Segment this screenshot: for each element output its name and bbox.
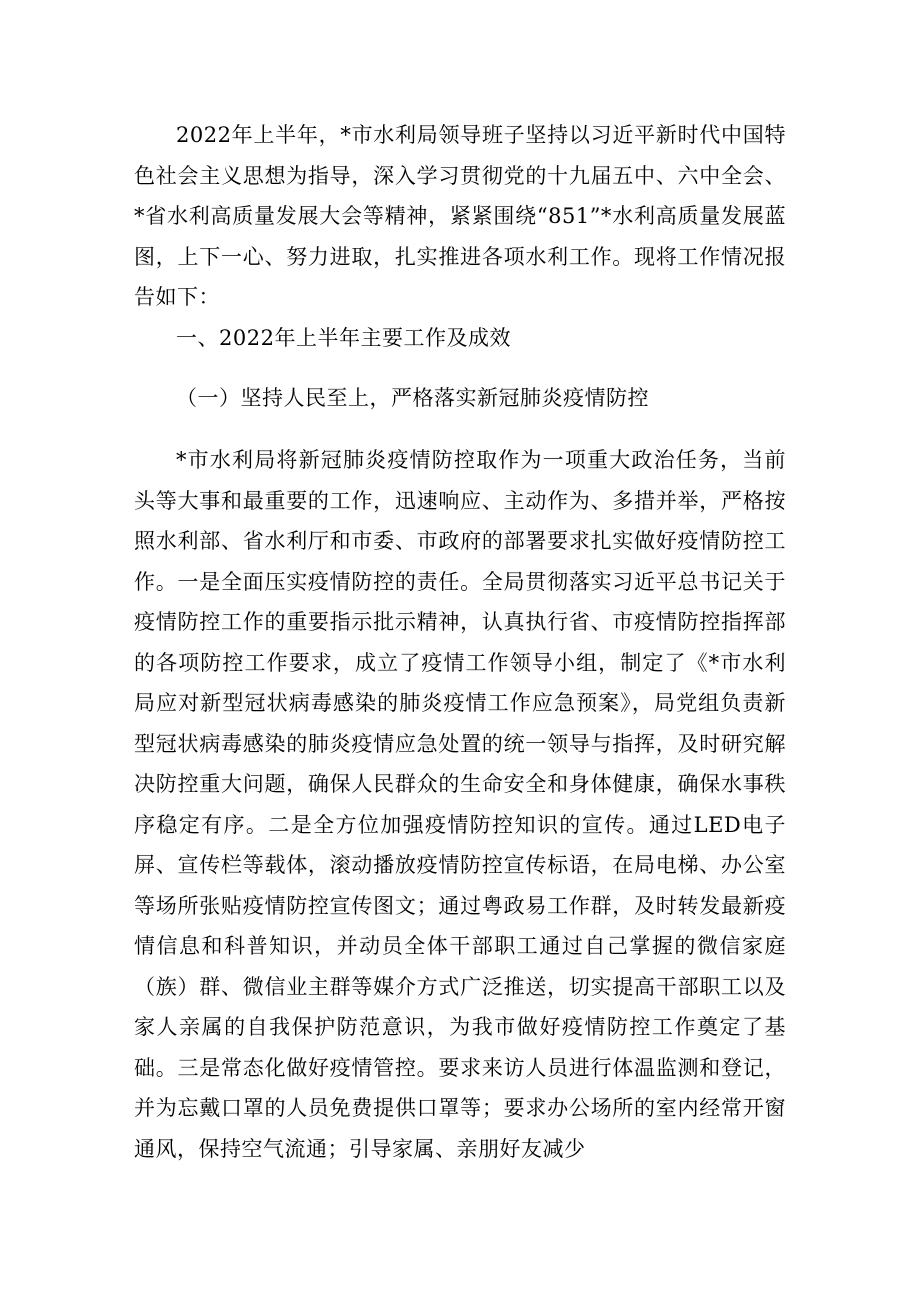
- body-paragraph: *市水利局将新冠肺炎疫情防控取作为一项重大政治任务，当前头等大事和最重要的工作，迅速响应、主动作为、多措并举，严格按照水利部、省水利厅和市委、市政府的部署要求扎实做好疫情防控工作。一是全面压实疫情防控的责任。全局贯彻落实习近平总书记关于疫情防控工作的重要指示批示精神，认真执行省、市疫情防控指挥部的各项防控工作要求，成立了疫情工作领导小组，制定了《*市水利局应对新型冠状病毒感染的肺炎疫情工作应急预案》，局党组负责新型冠状病毒感染的肺炎疫情应急处置的统一领导与指挥，及时研究解决防控重大问题，确保人民群众的生命安全和身体健康，确保水事秩序稳定有序。二是全方位加强疫情防控知识的宣传。通过LED电子屏、宣传栏等载体，滚动播放疫情防控宣传标语，在局电梯、办公室等场所张贴疫情防控宣传图文；通过粤政易工作群，及时转发最新疫情信息和科普知识，并动员全体干部职工通过自己掌握的微信家庭（族）群、微信业主群等媒介方式广泛推送，切实提高干部职工以及家人亲属的自我保护防范意识，为我市做好疫情防控工作奠定了基础。三是常态化做好疫情管控。要求来访人员进行体温监测和登记，并为忘戴口罩的人员免费提供口罩等；要求办公场所的室内经常开窗通风，保持空气流通；引导家属、亲朋好友减少: [134, 448, 786, 1161]
- subsection-heading: （一）坚持人民至上，严格落实新冠肺炎疫情防控: [176, 386, 649, 410]
- intro-paragraph: 2022年上半年，*市水利局领导班子坚持以习近平新时代中国特色社会主义思想为指导，深入学习贯彻党的十九届五中、六中全会、*省水利高质量发展大会等精神，紧紧围绕“851”*水利高质量发展蓝图，上下一心、努力进取，扎实推进各项水利工作。现将工作情况报告如下：: [134, 123, 786, 309]
- section-heading: 一、2022年上半年主要工作及成效: [176, 326, 511, 350]
